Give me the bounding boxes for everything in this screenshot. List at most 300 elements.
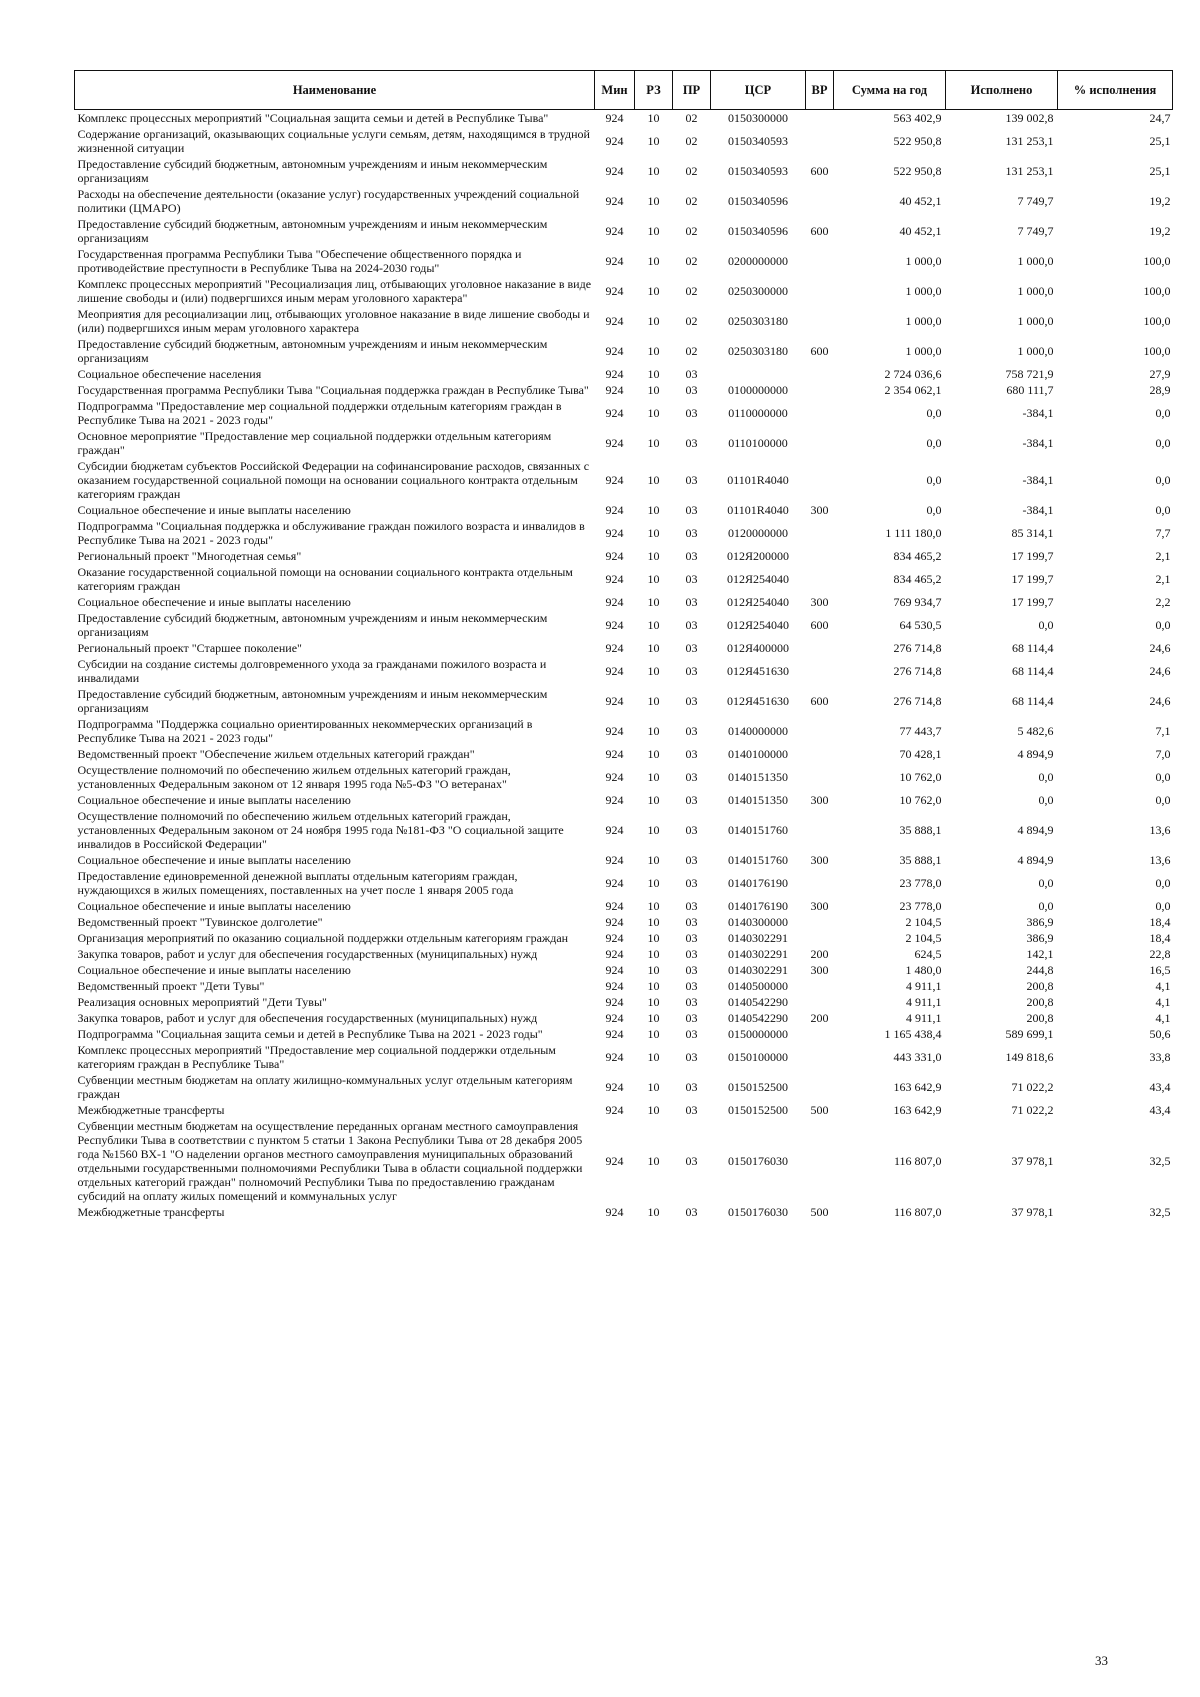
row-sum: 1 000,0 [905,254,942,268]
row-min: 924 [605,747,624,761]
row-done: 0,0 [1038,770,1054,784]
table-row [75,746,1173,762]
row-done: 386,9 [1026,915,1054,929]
row-done: 1 000,0 [1017,344,1054,358]
row-min: 924 [605,876,624,890]
row-pr: 02 [685,254,698,268]
row-min: 924 [605,915,624,929]
row-name: Закупка товаров, работ и услуг для обеспечения государственных (муниципальных) нужд [77,1011,538,1025]
row-done: 37 978,1 [1011,1205,1054,1219]
row-vr [806,458,834,502]
row-min: 924 [605,134,624,148]
row-csr: 012Я451630 [726,664,789,678]
table-row [75,978,1173,994]
row-sum: 563 402,9 [893,111,942,125]
row-pct: 2,2 [1155,595,1171,609]
row-sum: 1 480,0 [905,963,942,977]
row-done: 0,0 [1038,899,1054,913]
row-min: 924 [605,572,624,586]
row-name: Комплекс процессных мероприятий "Социальная защита семьи и детей в Республике Тыва" [77,111,549,125]
row-pr: 03 [685,1011,698,1025]
table-header-row [75,71,1173,110]
row-pct: 4,1 [1155,995,1171,1009]
row-vr [806,808,834,852]
row-pr: 03 [685,641,698,655]
row-pct: 25,1 [1149,134,1171,148]
row-pct: 24,6 [1149,664,1171,678]
row-pct: 0,0 [1155,618,1171,632]
row-name: Реализация основных мероприятий "Дети Тувы" [77,995,327,1009]
row-done: 7 749,7 [1017,194,1054,208]
row-pr: 03 [685,618,698,632]
row-name: Субсидии на создание системы долговременного ухода за гражданами пожилого возраста и инвалидами [77,657,547,685]
row-min: 924 [605,823,624,837]
table-row [75,686,1173,716]
row-name: Предоставление субсидий бюджетным, автономным учреждениям и иным некоммерческим организациям [77,157,548,185]
row-vr [806,1042,834,1072]
row-pr: 03 [685,1050,698,1064]
row-sum: 10 762,0 [899,793,942,807]
row-pr: 02 [685,194,698,208]
row-pct: 100,0 [1143,254,1171,268]
row-min: 924 [605,503,624,517]
row-min: 924 [605,641,624,655]
row-rz: 10 [647,823,660,837]
row-rz: 10 [647,194,660,208]
row-rz: 10 [647,664,660,678]
row-pct: 13,6 [1149,823,1171,837]
row-name: Социальное обеспечение и иные выплаты населению [77,963,351,977]
row-pct: 19,2 [1149,194,1171,208]
row-done: 0,0 [1038,793,1054,807]
table-row [75,946,1173,962]
row-done: 386,9 [1026,931,1054,945]
row-rz: 10 [647,1154,660,1168]
header-rz: РЗ [635,71,673,110]
row-vr [806,656,834,686]
table-body [75,110,1173,1221]
row-vr [806,1026,834,1042]
row-pr: 03 [685,793,698,807]
row-min: 924 [605,254,624,268]
row-rz: 10 [647,1050,660,1064]
row-sum: 2 354 062,1 [884,383,942,397]
row-done: 68 114,4 [1011,664,1054,678]
row-sum: 624,5 [914,947,942,961]
row-csr: 0140151350 [728,770,788,784]
row-done: 200,8 [1026,1011,1054,1025]
row-name: Оказание государственной социальной помощи на основании социального контракта отдельным категориям граждан [77,565,573,593]
row-pct: 28,9 [1149,383,1171,397]
table-row [75,898,1173,914]
table-row [75,808,1173,852]
row-min: 924 [605,853,624,867]
row-min: 924 [605,1080,624,1094]
row-done: 4 894,9 [1017,853,1054,867]
row-sum: 443 331,0 [893,1050,942,1064]
row-sum: 834 465,2 [893,549,942,563]
row-pct: 0,0 [1155,503,1171,517]
row-csr: 0110000000 [728,406,788,420]
row-pr: 03 [685,876,698,890]
row-rz: 10 [647,224,660,238]
row-rz: 10 [647,1205,660,1219]
row-sum: 769 934,7 [893,595,942,609]
row-name: Основное мероприятие "Предоставление мер социальной поддержки отдельным категориям граждан" [77,429,552,457]
row-name: Организация мероприятий по оказанию социальной поддержки отдельным категориям граждан [77,931,569,945]
row-min: 924 [605,770,624,784]
row-vr [806,398,834,428]
row-vr: 500 [810,1103,829,1117]
table-row [75,276,1173,306]
row-name: Предоставление субсидий бюджетным, автономным учреждениям и иным некоммерческим организациям [77,217,548,245]
row-done: 68 114,4 [1011,694,1054,708]
row-pr: 03 [685,770,698,784]
row-rz: 10 [647,572,660,586]
row-csr: 0140302291 [728,947,788,961]
row-sum: 35 888,1 [899,853,942,867]
row-pr: 03 [685,572,698,586]
table-row [75,382,1173,398]
row-name: Социальное обеспечение населения [77,367,262,381]
row-vr: 500 [810,1205,829,1219]
row-rz: 10 [647,1080,660,1094]
row-name: Государственная программа Республики Тыва "Обеспечение общественного порядка и противодействие преступности в Республике Тыва на 2024-2030 годы" [77,247,522,275]
page-number: 33 [1095,1653,1108,1668]
row-done: 0,0 [1038,618,1054,632]
row-csr: 0150176030 [728,1154,788,1168]
row-rz: 10 [647,254,660,268]
row-pr: 03 [685,899,698,913]
row-name: Предоставление субсидий бюджетным, автономным учреждениям и иным некоммерческим организациям [77,337,548,365]
row-csr: 0200000000 [728,254,788,268]
row-vr [806,994,834,1010]
row-name: Предоставление субсидий бюджетным, автономным учреждениям и иным некоммерческим организациям [77,687,548,715]
row-vr [806,366,834,382]
row-sum: 0,0 [926,436,942,450]
row-csr: 0100000000 [728,383,788,397]
row-min: 924 [605,1103,624,1117]
table-row [75,962,1173,978]
row-vr: 600 [810,224,829,238]
row-min: 924 [605,367,624,381]
row-vr [806,640,834,656]
row-csr: 012Я254040 [726,618,789,632]
row-vr [806,1118,834,1204]
row-name: Субвенции местным бюджетам на осуществление переданных органам местного самоуправления Республики Тыва в соответствии с пунктом 5 статьи 1 Закона Республики Тыва от 28 декабря 2005 года №1560 ВХ-1 "О наделении органов местного самоуправления муниципальных образований отдельными государственными полномочиями Республики Тыва в области социальной поддержки отдельных категорий граждан" полномочий Республики Тыва по предоставлению гражданам субсидий на оплату жилых помещений и коммунальных услуг [77,1119,583,1203]
row-pr: 03 [685,995,698,1009]
row-pct: 100,0 [1143,284,1171,298]
table-row [75,564,1173,594]
row-pr: 03 [685,963,698,977]
row-vr: 300 [810,899,829,913]
row-name: Социальное обеспечение и иные выплаты населению [77,899,351,913]
row-rz: 10 [647,931,660,945]
row-pr: 03 [685,664,698,678]
row-pct: 0,0 [1155,770,1171,784]
row-min: 924 [605,436,624,450]
row-csr: 0140000000 [728,724,788,738]
row-pr: 03 [685,724,698,738]
row-pr: 03 [685,595,698,609]
row-sum: 1 000,0 [905,284,942,298]
row-sum: 276 714,8 [893,641,942,655]
header-done: Исполнено [946,71,1058,110]
table-row [75,216,1173,246]
row-name: Социальное обеспечение и иные выплаты населению [77,595,351,609]
row-min: 924 [605,995,624,1009]
row-done: 1 000,0 [1017,284,1054,298]
row-pct: 19,2 [1149,224,1171,238]
row-pr: 03 [685,473,698,487]
row-min: 924 [605,1205,624,1219]
row-rz: 10 [647,724,660,738]
row-min: 924 [605,694,624,708]
row-pr: 03 [685,747,698,761]
row-done: 0,0 [1038,876,1054,890]
row-sum: 2 104,5 [905,915,942,929]
row-name: Подпрограмма "Поддержка социально ориентированных некоммерческих организаций в Республике Тыва на 2021 - 2023 годы" [77,717,533,745]
row-done: 244,8 [1026,963,1054,977]
header-pr: ПР [673,71,711,110]
row-vr [806,762,834,792]
row-rz: 10 [647,1103,660,1117]
row-vr: 300 [810,793,829,807]
row-done: -384,1 [1022,406,1054,420]
row-min: 924 [605,314,624,328]
row-done: 680 111,7 [1006,383,1054,397]
row-sum: 40 452,1 [899,224,942,238]
row-done: -384,1 [1022,436,1054,450]
row-csr: 01101R4040 [727,473,789,487]
row-csr: 0140151760 [728,823,788,837]
row-pr: 02 [685,164,698,178]
row-name: Предоставление субсидий бюджетным, автономным учреждениям и иным некоммерческим организациям [77,611,548,639]
row-vr: 600 [810,344,829,358]
row-name: Ведомственный проект "Дети Тувы" [77,979,265,993]
row-pct: 0,0 [1155,406,1171,420]
row-min: 924 [605,406,624,420]
row-pr: 02 [685,224,698,238]
row-pct: 50,6 [1149,1027,1171,1041]
row-min: 924 [605,383,624,397]
row-sum: 834 465,2 [893,572,942,586]
row-name: Субсидии бюджетам субъектов Российской Федерации на софинансирование расходов, связанных с оказанием государственной социальной помощи на основании социального контракта отдельным категориям граждан [77,459,590,501]
row-sum: 276 714,8 [893,664,942,678]
row-rz: 10 [647,876,660,890]
row-pr: 03 [685,367,698,381]
table-row [75,366,1173,382]
table-row [75,762,1173,792]
row-done: 149 818,6 [1005,1050,1054,1064]
row-vr: 300 [810,853,829,867]
row-pct: 7,7 [1155,526,1171,540]
row-name: Закупка товаров, работ и услуг для обеспечения государственных (муниципальных) нужд [77,947,538,961]
row-min: 924 [605,595,624,609]
row-rz: 10 [647,503,660,517]
row-rz: 10 [647,995,660,1009]
budget-execution-table [74,70,1173,1220]
row-pct: 32,5 [1149,1205,1171,1219]
row-sum: 4 911,1 [905,995,942,1009]
row-pr: 03 [685,436,698,450]
row-done: 4 894,9 [1017,747,1054,761]
row-min: 924 [605,963,624,977]
row-csr: 0140300000 [728,915,788,929]
row-name: Социальное обеспечение и иные выплаты населению [77,503,351,517]
row-pr: 03 [685,383,698,397]
table-row [75,994,1173,1010]
row-done: 5 482,6 [1017,724,1054,738]
row-min: 924 [605,618,624,632]
header-csr: ЦСР [711,71,806,110]
table-row [75,656,1173,686]
row-pr: 03 [685,853,698,867]
row-csr: 0140542290 [728,1011,788,1025]
row-csr: 01101R4040 [727,503,789,517]
table-row [75,1042,1173,1072]
row-name: Межбюджетные трансферты [77,1103,225,1117]
row-sum: 163 642,9 [893,1103,942,1117]
row-rz: 10 [647,436,660,450]
table-row [75,1072,1173,1102]
row-rz: 10 [647,164,660,178]
row-rz: 10 [647,473,660,487]
row-pct: 4,1 [1155,1011,1171,1025]
row-min: 924 [605,1011,624,1025]
header-name: Наименование [75,71,595,110]
row-done: 200,8 [1026,979,1054,993]
row-min: 924 [605,793,624,807]
row-min: 924 [605,1050,624,1064]
row-vr [806,306,834,336]
row-rz: 10 [647,641,660,655]
row-done: 17 199,7 [1011,549,1054,563]
table-row [75,246,1173,276]
row-sum: 116 807,0 [893,1154,942,1168]
table-row [75,398,1173,428]
row-pr: 03 [685,1205,698,1219]
row-name: Социальное обеспечение и иные выплаты населению [77,793,351,807]
table-row [75,336,1173,366]
row-min: 924 [605,1154,624,1168]
row-vr [806,428,834,458]
row-pct: 7,1 [1155,724,1171,738]
row-pr: 03 [685,526,698,540]
table-row [75,930,1173,946]
row-min: 924 [605,111,624,125]
row-done: 85 314,1 [1011,526,1054,540]
row-csr: 0110100000 [728,436,788,450]
row-rz: 10 [647,770,660,784]
row-done: 7 749,7 [1017,224,1054,238]
row-pct: 4,1 [1155,979,1171,993]
row-name: Государственная программа Республики Тыва "Социальная поддержка граждан в Республике Тыва" [77,383,589,397]
row-vr: 300 [810,595,829,609]
row-pr: 02 [685,134,698,148]
row-min: 924 [605,947,624,961]
table-row [75,792,1173,808]
row-pr: 03 [685,1154,698,1168]
row-vr [806,548,834,564]
row-pct: 43,4 [1149,1103,1171,1117]
row-sum: 2 724 036,6 [884,367,942,381]
row-vr [806,246,834,276]
row-name: Предоставление единовременной денежной выплаты отдельным категориям граждан, нуждающихся в жилых помещениях, поставленных на учет после 1 января 2005 года [77,869,518,897]
row-csr: 0140542290 [728,995,788,1009]
table-row [75,640,1173,656]
row-rz: 10 [647,284,660,298]
row-name: Межбюджетные трансферты [77,1205,225,1219]
table-row [75,1118,1173,1204]
row-name: Социальное обеспечение и иные выплаты населению [77,853,351,867]
row-pct: 13,6 [1149,853,1171,867]
row-pr: 03 [685,694,698,708]
row-name: Подпрограмма "Предоставление мер социальной поддержки отдельным категориям граждан в Республике Тыва на 2021 - 2023 годы" [77,399,562,427]
header-vr: ВР [806,71,834,110]
row-min: 924 [605,724,624,738]
row-sum: 64 530,5 [899,618,942,632]
row-csr: 0140176190 [728,899,788,913]
row-vr: 600 [810,164,829,178]
row-done: 71 022,2 [1011,1080,1054,1094]
row-min: 924 [605,224,624,238]
row-name: Осуществление полномочий по обеспечению жильем отдельных категорий граждан, установленных Федеральным законом от 12 января 1995 года №5-ФЗ "О ветеранах" [77,763,511,791]
row-pr: 03 [685,406,698,420]
row-pr: 03 [685,915,698,929]
row-min: 924 [605,526,624,540]
row-done: 68 114,4 [1011,641,1054,655]
row-sum: 1 111 180,0 [885,526,942,540]
row-csr: 0140100000 [728,747,788,761]
row-csr: 012Я451630 [726,694,789,708]
row-pct: 25,1 [1149,164,1171,178]
row-min: 924 [605,284,624,298]
row-sum: 0,0 [926,503,942,517]
row-rz: 10 [647,979,660,993]
row-vr [806,110,834,127]
row-done: 589 699,1 [1005,1027,1054,1041]
row-min: 924 [605,664,624,678]
row-csr: 0150100000 [728,1050,788,1064]
row-pr: 02 [685,284,698,298]
row-sum: 2 104,5 [905,931,942,945]
row-pct: 2,1 [1155,572,1171,586]
row-vr [806,746,834,762]
row-csr: 0250303180 [728,344,788,358]
row-csr: 0150152500 [728,1103,788,1117]
row-name: Ведомственный проект "Обеспечение жильем отдельных категорий граждан" [77,747,475,761]
table-row [75,306,1173,336]
row-csr: 0140500000 [728,979,788,993]
table-row [75,610,1173,640]
row-sum: 522 950,8 [893,164,942,178]
row-csr: 0140302291 [728,963,788,977]
row-pct: 24,7 [1149,111,1171,125]
row-name: Ведомственный проект "Тувинское долголетие" [77,915,323,929]
table-row [75,458,1173,502]
row-name: Комплекс процессных мероприятий "Предоставление мер социальной поддержки отдельным категориям граждан в Республике Тыва" [77,1043,556,1071]
row-pr: 02 [685,314,698,328]
row-sum: 0,0 [926,473,942,487]
row-vr: 300 [810,503,829,517]
row-csr: 0150340596 [728,194,788,208]
row-name: Подпрограмма "Социальная защита семьи и детей в Республике Тыва на 2021 - 2023 годы" [77,1027,543,1041]
row-pct: 18,4 [1149,915,1171,929]
row-pct: 43,4 [1149,1080,1171,1094]
row-vr [806,930,834,946]
row-min: 924 [605,1027,624,1041]
